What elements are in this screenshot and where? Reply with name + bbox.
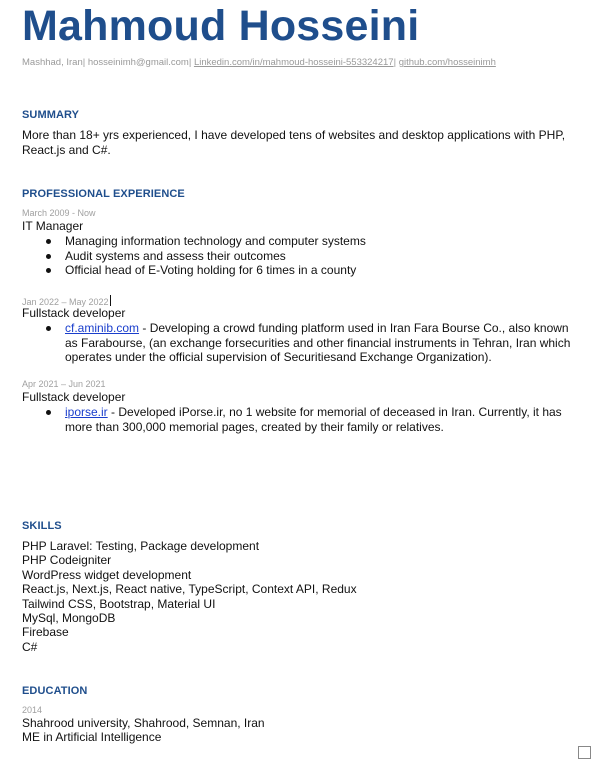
list-item: Official head of E-Voting holding for 6 times in a county (22, 263, 582, 278)
linkedin-link[interactable]: Linkedin.com/in/mahmoud-hosseini-553324217 (193, 57, 394, 68)
skills-list (22, 539, 357, 654)
candidate-name: Mahmoud Hosseini (22, 2, 420, 50)
job-role: Fullstack developer (22, 390, 126, 404)
text-cursor (110, 295, 111, 306)
skill-item: C# (22, 639, 38, 654)
skill-item: PHP Codeigniter (22, 553, 112, 568)
job-role: Fullstack developer (22, 306, 126, 320)
project-description: - Developing a crowd funding platform used in Iran Fara Bourse Co., also known as Farabourse, (an exchange forsecurities and other financial instruments in Tehran, Iran which operates under the official supervision of Securitiesand Exchange Organization). (65, 321, 571, 364)
contact-separator: | (393, 57, 399, 68)
project-description: - Developed iPorse.ir, no 1 website for memorial of deceased in Iran. Currently, it has more than 300,000 memorial pages, created by their family or relatives. (65, 405, 562, 434)
page-corner-checkbox[interactable] (578, 746, 591, 759)
job-bullets (22, 321, 582, 365)
education-heading: EDUCATION (22, 685, 88, 697)
skill-item: Firebase (22, 625, 69, 640)
list-item (22, 321, 582, 365)
job-bullets (22, 405, 582, 434)
github-link[interactable]: github.com/hosseinimh (398, 57, 496, 68)
skill-item: PHP Laravel: Testing, Package development (22, 539, 260, 553)
education-details (22, 716, 265, 745)
contact-location-email: Mashhad, Iran| hosseinimh@gmail.com| (22, 57, 194, 68)
experience-heading: PROFESSIONAL EXPERIENCE (22, 188, 185, 200)
skills-heading: SKILLS (22, 520, 62, 532)
skill-item: MySql, MongoDB (22, 611, 116, 626)
education-degree: ME in Artificial Intelligence (22, 730, 162, 745)
summary-text: More than 18+ yrs experienced, I have developed tens of websites and desktop applications with PHP, React.js and C#. (22, 128, 566, 157)
skill-item: Tailwind CSS, Bootstrap, Material UI (22, 596, 216, 611)
list-item: Managing information technology and computer systems (22, 234, 582, 249)
project-link[interactable]: iporse.ir (65, 405, 108, 419)
job-date: Apr 2021 – Jun 2021 (22, 379, 106, 389)
summary-heading: SUMMARY (22, 109, 80, 121)
education-school: Shahrood university, Shahrood, Semnan, Iran (22, 716, 265, 730)
list-item: Audit systems and assess their outcomes (22, 249, 582, 264)
contact-line (22, 57, 496, 68)
education-year: 2014 (22, 705, 43, 715)
job-date-text: Jan 2022 – May 2022 (22, 297, 109, 307)
list-item (22, 405, 582, 434)
job-date: March 2009 - Now (22, 208, 96, 218)
job-role: IT Manager (22, 219, 84, 233)
job-bullets (22, 234, 582, 278)
skill-item: React.js, Next.js, React native, TypeScript, Context API, Redux (22, 582, 357, 597)
skill-item: WordPress widget development (22, 567, 192, 582)
project-link[interactable]: cf.aminib.com (65, 321, 140, 335)
